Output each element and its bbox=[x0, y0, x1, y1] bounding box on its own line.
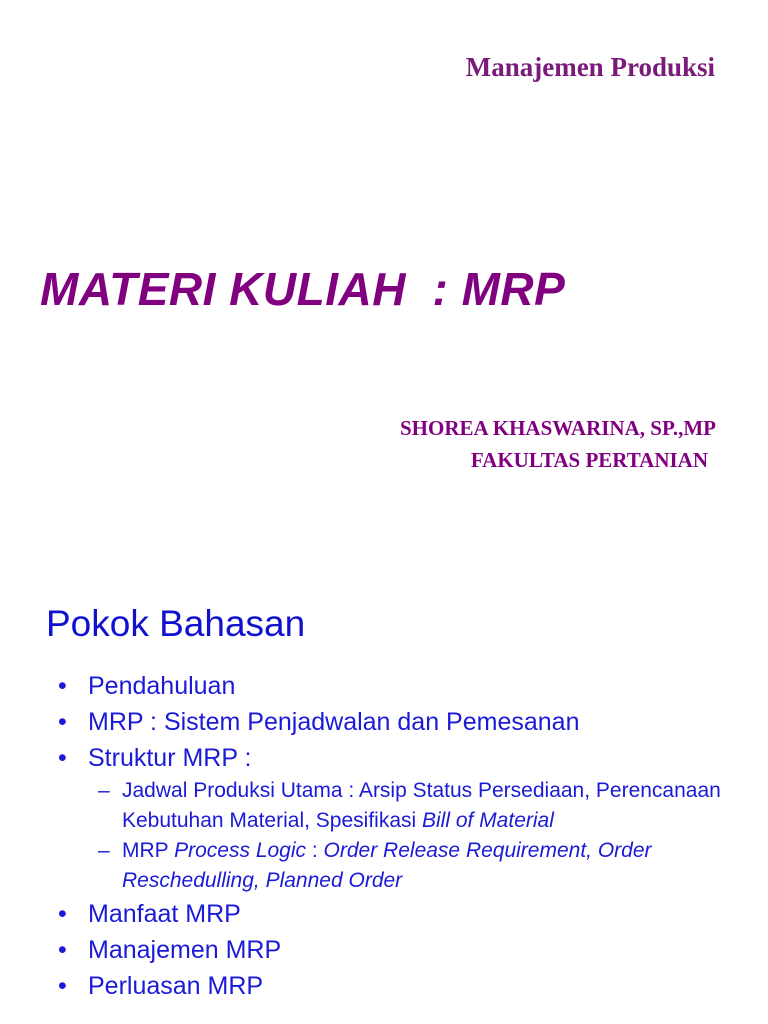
author-name: SHOREA KHASWARINA, SP.,MP bbox=[399, 416, 716, 440]
sub-item-italic: Bill of Material bbox=[422, 809, 554, 832]
content-slide bbox=[0, 576, 768, 1024]
list-item bbox=[58, 968, 748, 1004]
list-item bbox=[58, 704, 748, 740]
sub-list-item bbox=[98, 776, 748, 836]
list-item bbox=[58, 740, 748, 896]
list-item-label: Manfaat MRP bbox=[88, 900, 241, 928]
sub-item-italic: Process Logic bbox=[174, 839, 307, 862]
faculty-name: FAKULTAS PERTANIAN bbox=[470, 448, 708, 472]
list-item-label: Perluasan MRP bbox=[88, 972, 264, 1000]
topic-list bbox=[58, 668, 748, 1004]
list-item-label: MRP : Sistem Penjadwalan dan Pemesanan bbox=[88, 708, 580, 736]
section-title: Pokok Bahasan bbox=[46, 603, 306, 644]
list-item-label: Manajemen MRP bbox=[88, 936, 282, 964]
sub-list bbox=[88, 776, 748, 896]
list-item-label: Pendahuluan bbox=[88, 672, 236, 700]
author-block bbox=[400, 412, 716, 476]
list-item bbox=[58, 932, 748, 968]
sub-item-italic-2: Order Release Requirement, Order Reschedulling, Planned Order bbox=[122, 839, 652, 892]
sub-item-text: MRP bbox=[122, 839, 175, 862]
list-item-label: Struktur MRP : bbox=[88, 744, 252, 772]
list-item bbox=[58, 896, 748, 932]
sub-list-item bbox=[98, 836, 748, 896]
sub-item-text-2: : bbox=[306, 839, 324, 862]
course-name: Manajemen Produksi bbox=[465, 52, 715, 82]
list-item bbox=[58, 668, 748, 704]
sub-item-text: Jadwal Produksi Utama : Arsip Status Persediaan, Perencanaan Kebutuhan Material, Spesifikasi bbox=[122, 779, 721, 832]
slide-title: MATERI KULIAH : MRP bbox=[40, 263, 566, 315]
